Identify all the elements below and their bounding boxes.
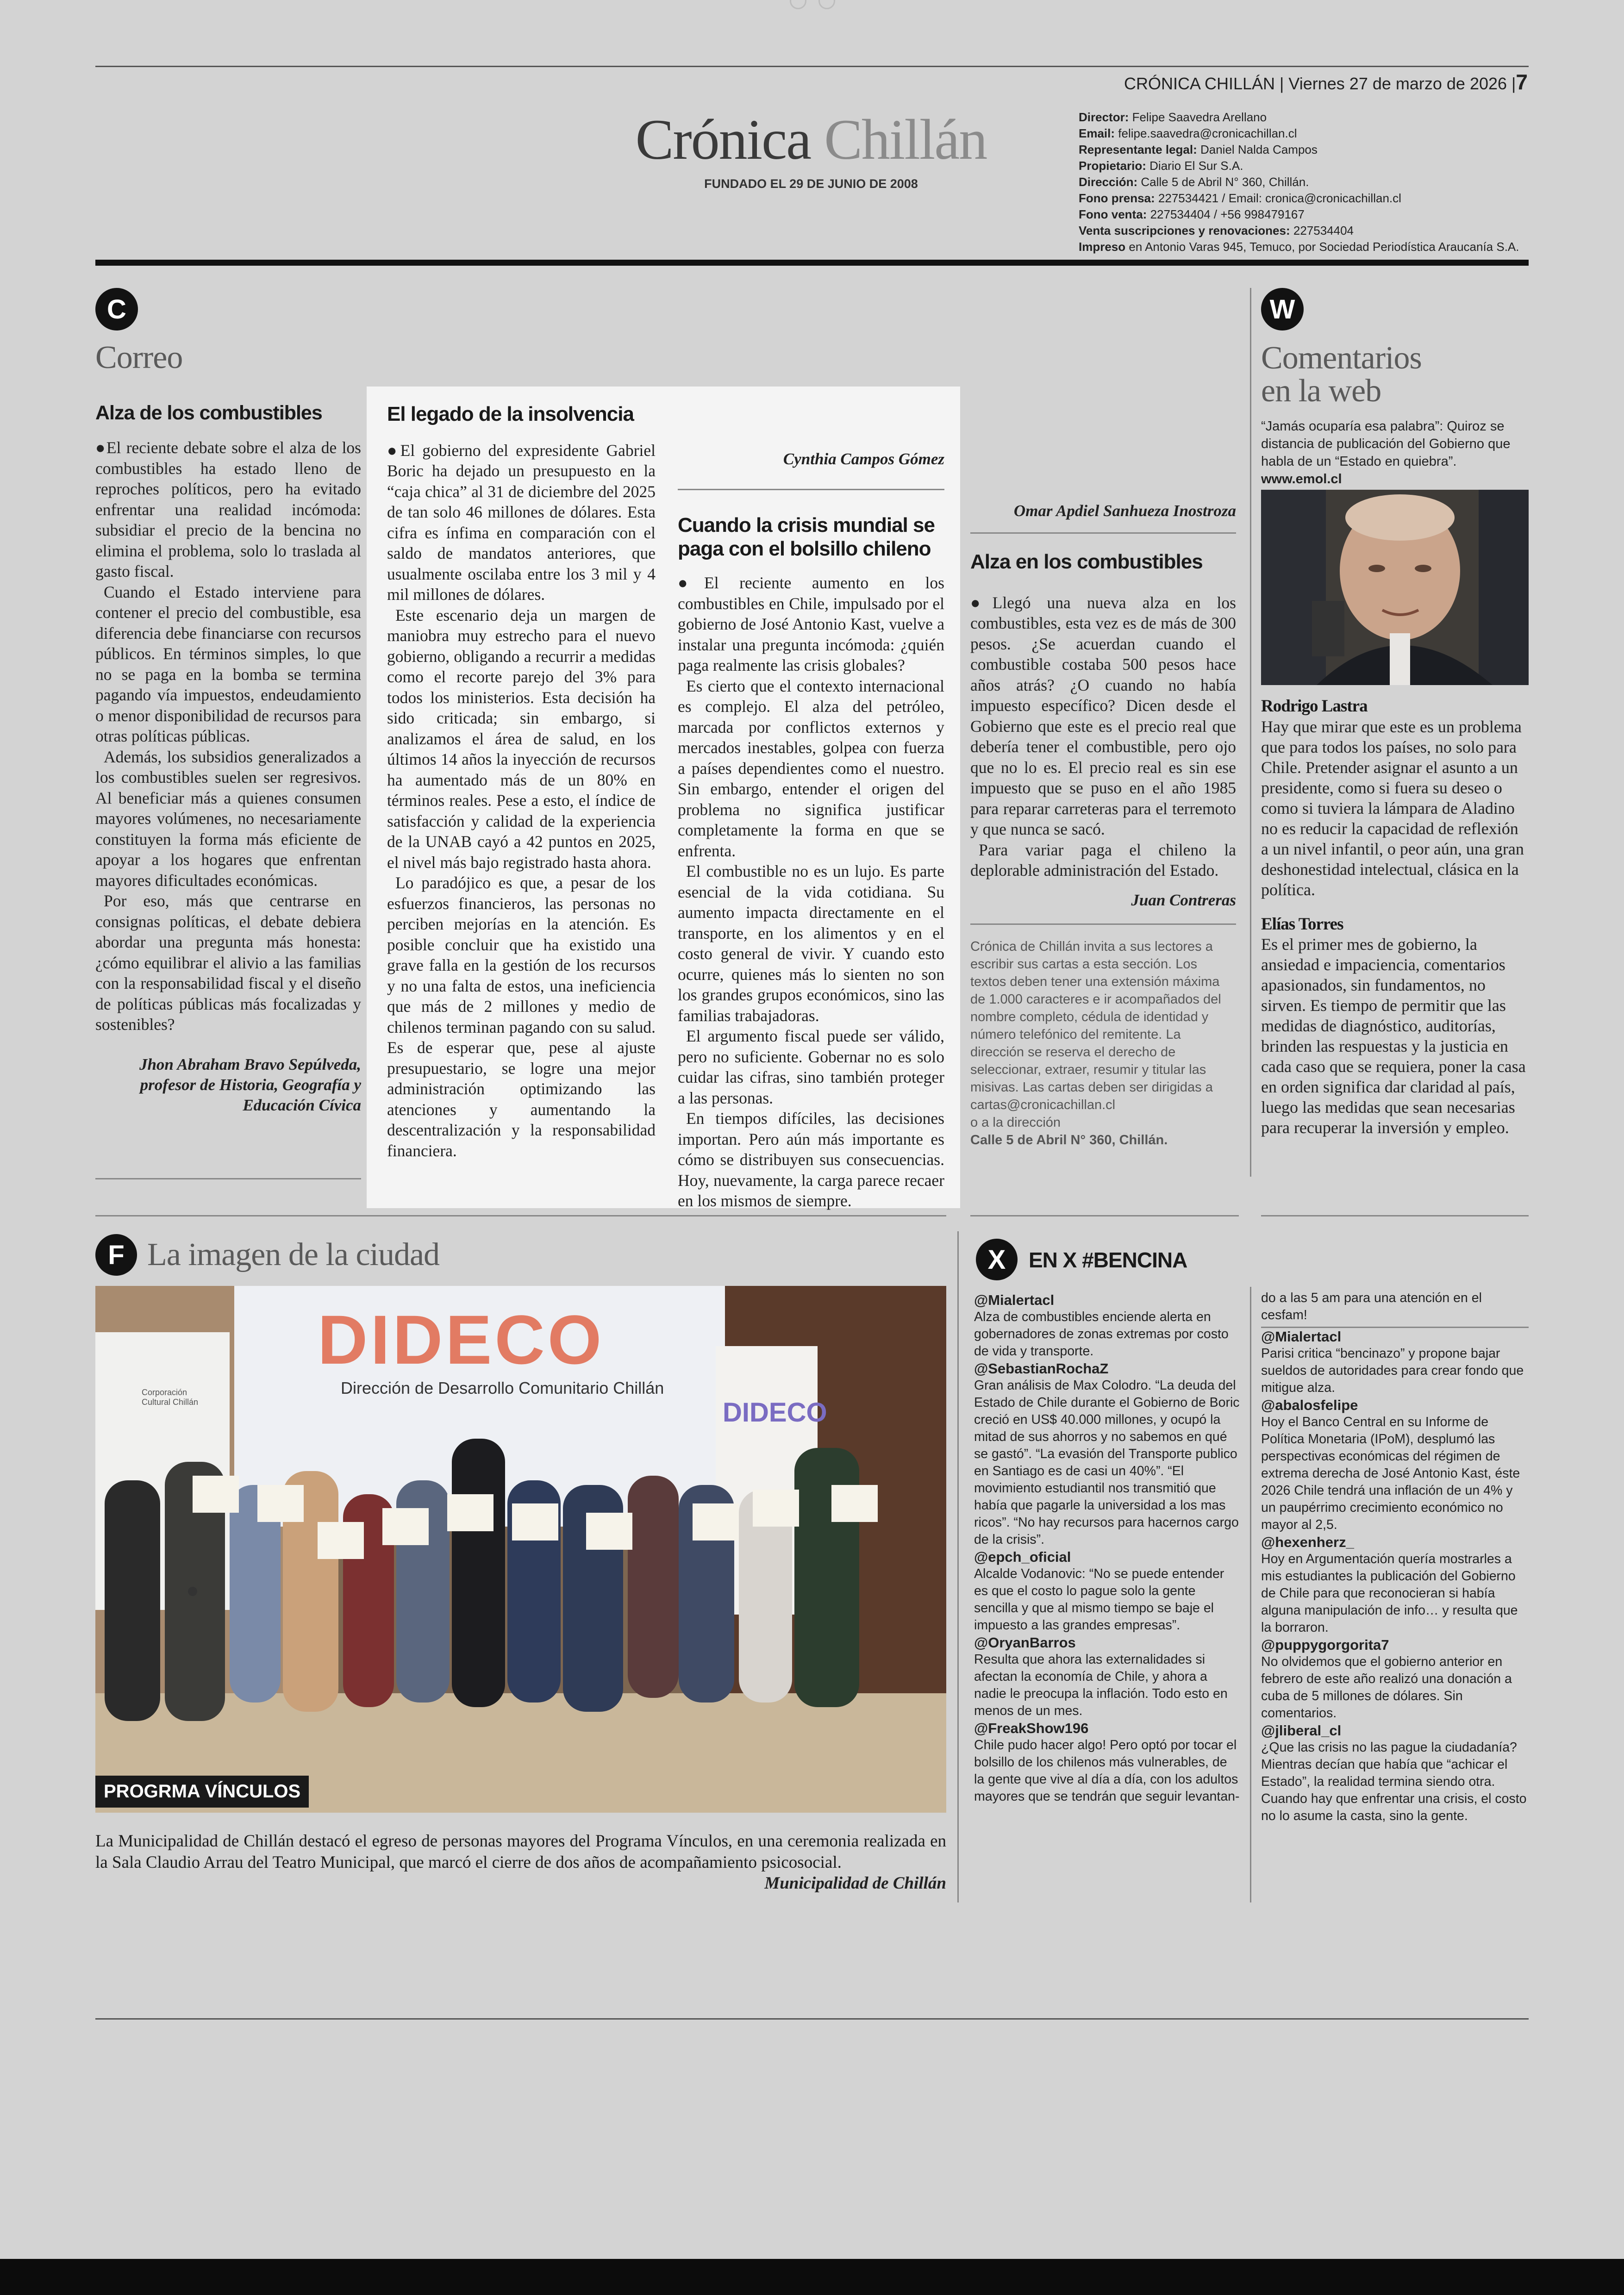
dideco-logo: DIDECO (318, 1301, 605, 1378)
x-handle[interactable]: @jliberal_cl (1261, 1722, 1342, 1739)
x-post (974, 1720, 1240, 1805)
divider (970, 1215, 1239, 1216)
section-title-web: Comentarios en la web (1261, 340, 1422, 409)
x-post (1261, 1636, 1529, 1722)
comment-author: Rodrigo Lastra (1261, 697, 1368, 716)
x-handle[interactable]: @abalosfelipe (1261, 1397, 1358, 1413)
section-title-correo: Correo (95, 340, 183, 375)
comment-1 (1261, 697, 1529, 900)
divider (678, 489, 944, 490)
scroll-indicator (787, 0, 838, 15)
letter-1-body (95, 437, 361, 1035)
column-divider (1250, 1287, 1251, 1902)
paragraph: ●El reciente debate sobre el alza de los combustibles ha estado lleno de reproches políticos, pero ha evitado enfrentar una realidad incómoda: subsidiar el precio de la bencina no elimina el problema, solo lo traslada al gasto fiscal. (95, 438, 361, 581)
divider (970, 532, 1236, 534)
divider (1261, 1215, 1529, 1216)
photo-label: PROGRMA VÍNCULOS (95, 1776, 309, 1808)
footer-bar (0, 2259, 1624, 2295)
staff-line: Email: felipe.saavedra@cronicachillan.cl (1079, 126, 1297, 140)
x-handle[interactable]: @Mialertacl (1261, 1327, 1529, 1345)
paragraph: El combustible no es un lujo. Es parte esencial de la vida cotidiana. Su aumento impacta directamente en el transporte, en los alimentos y en el costo general de vivir. Y cuando esto ocurre, quienes más lo sienten no son los grandes grupos económicos, sino las familias trabajadoras. (678, 862, 944, 1025)
paragraph: En tiempos difíciles, las decisiones importan. Pero aún más importante es cómo se distribuyen sus consecuencias. Hoy, nuevamente, la carga parece recaer en los mismos de siempre. (678, 1109, 944, 1210)
emol-link[interactable]: www.emol.cl (1261, 472, 1342, 486)
photo-credit: Municipalidad de Chillán (764, 1874, 946, 1893)
letter-2-signature: Cynthia Campos Gómez (783, 450, 944, 468)
paragraph: El argumento fiscal puede ser válido, pero no suficiente. Gobernar no es solo cuidar las cifras, sino también proteger a las personas. (678, 1027, 944, 1107)
paragraph: ●El gobierno del expresidente Gabriel Boric ha dejado un presupuesto en la “caja chica” al 31 de diciembre del 2025 de tan solo 46 millones de dólares. Esta cifra es ínfima en comparación con el saldo de mandatos anteriores, que usualmente oscilaba entre los 3 mil y 4 mil millones de dólares. (387, 441, 656, 604)
x-posts-col2 (1261, 1290, 1529, 1825)
x-post-text: ¿Que las crisis no las pague la ciudadanía? Mientras decían que había que “achicar el Estado”, la realidad termina siendo otra. Cuando hay que enfrentar una crisis, el costo no lo asume la casta, sino la gente. (1261, 1740, 1527, 1823)
web-comments (1261, 697, 1529, 1138)
divider (95, 1215, 946, 1216)
x-post-text: Chile pudo hacer algo! Pero optó por tocar el bolsillo de los chilenos más vulnerables, de la gente que vive al día a día, con los adultos mayores que se tendrán que seguir levantan- (974, 1738, 1240, 1804)
photo-caption: La Municipalidad de Chillán destacó el egreso de personas mayores del Programa Vínculos, en una ceremonia realizada en la Sala Claudio Arrau del Teatro Municipal, que marcó el cierre de dos años de acompañamiento psicosocial. Municipalidad de Chillán (95, 1832, 946, 1893)
scroll-dot-icon (818, 0, 835, 9)
x-handle[interactable]: @SebastianRochaZ (974, 1360, 1109, 1377)
divider (95, 1178, 361, 1179)
x-post-text: Alza de combustibles enciende alerta en gobernadores de zonas extremas por costo de vida y transporte. (974, 1310, 1229, 1359)
letter-2 (387, 403, 656, 1161)
x-post-text: Alcalde Vodanovic: “No se puede entender es que el costo lo pague solo la gente sencilla y que al mismo tiempo se baje el impuesto a las grandes empresas”. (974, 1566, 1224, 1633)
letter-3-body (678, 573, 944, 1211)
ceremony-photo (95, 1286, 946, 1813)
staff-line: Director: Felipe Saavedra Arellano (1079, 110, 1267, 124)
x-post-text: Parisi critica “bencinazo” y propone bajar sueldos de autoridades para crear fondo que mitigue alza. (1261, 1346, 1524, 1395)
masthead-founded: FUNDADO EL 29 DE JUNIO DE 2008 (704, 177, 918, 191)
x-post-continuation: do a las 5 am para una atención en el cesfam! (1261, 1291, 1482, 1322)
x-post (1261, 1397, 1529, 1534)
x-post (1261, 1534, 1529, 1636)
letter-4-title: Alza en los combustibles (970, 550, 1203, 573)
dideco-logo-small: DIDECO (723, 1397, 827, 1428)
letter-2-body (387, 440, 656, 1161)
paragraph: Es cierto que el contexto internacional es complejo. El alza del petróleo, marcada por conflictos externos y mercados inestables, golpea con fuerza a países dependientes como el nuestro. Sin embargo, entender el origen del problema no significa justificar completamente la forma en que se enfrenta. (678, 676, 944, 860)
paragraph: Además, los subsidios generalizados a los combustibles suelen ser regresivos. Al beneficiar más a quienes consumen mayores volúmenes, no necesariamente constituyen la forma más eficiente de apoyar a los hogares que enfrentan mayores dificultades económicas. (95, 747, 361, 890)
scroll-dot-icon (790, 0, 806, 9)
staff-line: Dirección: Calle 5 de Abril N° 360, Chillán. (1079, 175, 1309, 189)
web-badge: W (1261, 288, 1304, 331)
x-handle[interactable]: @epch_oficial (974, 1549, 1071, 1565)
web-intro: “Jamás ocuparía esa palabra”: Quiroz se distancia de publicación del Gobierno que habla de un “Estado en quiebra”. www.emol.cl (1261, 419, 1511, 486)
staff-line: Fono venta: 227534404 / +56 998479167 (1079, 207, 1305, 221)
top-rule (95, 66, 1529, 67)
paragraph: Este escenario deja un margen de maniobra muy estrecho para el nuevo gobierno, obligando a recurrir a medidas como el recorte parejo del 3% para todos los ministerios. Esta decisión ha sido criticada; sin embargo, si analizamos el área de salud, en los últimos 14 años la inyección de recursos ha aumentado más de un 80% en términos reales. Pese a esto, el índice de satisfacción y calidad de la experiencia de la UNAB cayó a 42 puntos en 2025, el nivel más bajo registrado hasta ahora. (387, 605, 656, 872)
letter-3-title: Cuando la crisis mundial se paga con el bolsillo chileno (678, 514, 935, 560)
staff-line: Venta suscripciones y renovaciones: 227534404 (1079, 224, 1354, 237)
divider (970, 923, 1236, 925)
web-photo (1261, 490, 1529, 685)
x-post (974, 1634, 1240, 1720)
x-handle[interactable]: @FreakShow196 (974, 1720, 1089, 1736)
letter-2-title: El legado de la insolvencia (387, 403, 634, 425)
politician-portrait (1261, 490, 1529, 685)
column-divider (957, 1231, 959, 1902)
x-handle[interactable]: @OryanBarros (974, 1634, 1076, 1651)
corporation-sign: Corporación Cultural Chillán (142, 1388, 199, 1407)
comment-text: Es el primer mes de gobierno, la ansiedad e impaciencia, comentarios apasionados, sin fundamentos, no sirven. Es tiempo de permitir que las medidas de diagnóstico, auditorías, brinden las respuestas y la justicia en cada caso que se requiera, poner la casa en orden significa dar claridad al país, luego las medidas que sean necesarias para recuperar la inversión y empleo. (1261, 935, 1526, 1137)
photo-banner-text: Dirección de Desarrollo Comunitario Chillán (341, 1378, 664, 1397)
imagen-badge: F (95, 1234, 137, 1276)
staff-line: Impreso en Antonio Varas 945, Temuco, por Sociedad Periodística Araucanía S.A. (1079, 240, 1519, 254)
bottom-rule (95, 2018, 1529, 2020)
letter-3 (678, 514, 944, 1211)
x-handle[interactable]: @hexenherz_ (1261, 1534, 1354, 1550)
header-bar (95, 260, 1529, 266)
letter-1-title: Alza de los combustibles (95, 402, 322, 424)
x-section-title: EN X #BENCINA (1029, 1248, 1187, 1272)
letter-4-signature: Juan Contreras (1131, 891, 1236, 909)
paragraph: Por eso, más que centrarse en consignas políticas, el debate debiera abordar una pregunta más honesta: ¿cómo equilibrar el alivio a las familias con la responsabilidad fiscal y el diseño de políticas públicas más focalizadas y sostenibles? (95, 892, 361, 1034)
x-handle[interactable]: @puppygorgorita7 (1261, 1637, 1389, 1653)
page-number: 7 (1516, 70, 1528, 94)
letters-invitation: Crónica de Chillán invita a sus lectores a escribir sus cartas a esta sección. Los textos deben tener una extensión máxima de 1.000 caracteres e ir acompañados del nombre completo, cédula de identidad y número telefónico del remitente. La dirección se reserva el derecho de seleccionar, extraer, resumir y titular las misivas. Las cartas deben ser dirigidas a cartas@cronicachillan.cl o a la dirección Calle 5 de Abril N° 360, Chillán. (970, 939, 1221, 1148)
paragraph: ●El reciente aumento en los combustibles en Chile, impulsado por el gobierno de José Antonio Kast, vuelve a instalar una pregunta incómoda: ¿quién paga realmente las crisis globales? (678, 574, 944, 675)
x-post-text: Hoy en Argumentación quería mostrarles a mis estudiantes la publicación del Gobierno de Chile para que reconocieran si había alguna manipulación de info… y resulta que la borraron. (1261, 1552, 1518, 1635)
staff-line: Representante legal: Daniel Nalda Campos (1079, 143, 1318, 156)
x-post-text: No olvidemos que el gobierno anterior en febrero de este año realizó una donación a cuba de 5 millones de dólares. Sin comentarios. (1261, 1654, 1512, 1721)
paragraph: Lo paradójico es que, a pesar de los esfuerzos financieros, las personas no perciben mejorías en la atención. Es posible concluir que ha existido una grave falla en la gestión de los recursos y no una falta de estos, una ineficiencia que más de 2 millones y medio de chilenos terminan pagando con su salud. Es de esperar que, pese al ajuste presupuestario, se logre una mejor administración optimizando las atenciones y aumentando la descentralización y la responsabilidad financiera. (387, 873, 656, 1160)
x-post (974, 1360, 1240, 1548)
x-post (974, 1291, 1240, 1360)
comment-text: Hay que mirar que este es un problema que para todos los países, no solo para Chile. Pretender asignar el asunto a un presidente, como si fuera su deseo o como si tuviera la lámpara de Aladino no es reducir la capacidad de reflexión a un nivel infantil, o peor aún, una gran deshonestidad intelectual, clásica en la política. (1261, 717, 1524, 899)
masthead (631, 108, 992, 191)
paragraph: Cuando el Estado interviene para contener el precio del combustible, esa diferencia debe financiarse con recursos públicos. En términos simples, lo que no se paga en la bomba se termina pagando vía impuestos, endeudamiento o menor disponibilidad de recursos para otras políticas públicas. (95, 582, 361, 746)
x-post-text: Resulta que ahora las externalidades si afectan la economía de Chile, y ahora a nadie le preocupa la inflación. Todo esto en menos de un mes. (974, 1652, 1228, 1718)
letters-address: Calle 5 de Abril N° 360, Chillán. (970, 1132, 1168, 1148)
staff-line: Fono prensa: 227534421 / Email: cronica@cronicachillan.cl (1079, 191, 1401, 205)
x-badge: X (976, 1239, 1018, 1280)
page-folio: CRÓNICA CHILLÁN | Viernes 27 de marzo de 2026 |7 (1124, 70, 1528, 94)
comment-author: Elías Torres (1261, 914, 1343, 934)
letter-4-body (970, 592, 1236, 881)
x-post (1261, 1722, 1529, 1825)
letter-3-signature: Omar Apdiel Sanhueza Inostroza (1013, 502, 1236, 520)
staff-line: Propietario: Diario El Sur S.A. (1079, 159, 1243, 173)
masthead-title: Crónica Chillán (635, 108, 987, 171)
letter-1 (95, 402, 361, 1116)
paragraph: Para variar paga el chileno la deplorable administración del Estado. (970, 840, 1236, 880)
x-post-text: Hoy el Banco Central en su Informe de Política Monetaria (IPoM), desplumó las perspectivas económicas del régimen de extrema derecha de José Antonio Kast, éste 2026 Chile tendrá una inflación de un 4% y un paupérrimo crecimiento económico no mayor al 2,5. (1261, 1415, 1520, 1532)
column-divider (1250, 288, 1251, 1177)
section-title-imagen: La imagen de la ciudad (147, 1237, 440, 1272)
x-handle[interactable]: @Mialertacl (974, 1292, 1055, 1308)
staff-box (1079, 109, 1542, 255)
letter-1-signature: Jhon Abraham Bravo Sepúlveda, profesor de Historia, Geografía y Educación Cívica (139, 1055, 361, 1114)
x-post-text: Gran análisis de Max Colodro. “La deuda del Estado de Chile durante el Gobierno de Boric creció en US$ 40.000 millones, y ocupó la mitad de sus ahorros y no sabemos en qué se gastó”. “La evasión del Transporte publico en Santiago es de casi un 40%”. “El movimiento estudiantil nos transmitió que había que pagarle la universidad a los mas ricos”. “No hay recursos para hacernos cargo de la crisis”. (974, 1378, 1240, 1547)
x-post (1261, 1327, 1529, 1397)
letters-email-link[interactable]: cartas@cronicachillan.cl (970, 1097, 1116, 1112)
x-post (974, 1548, 1240, 1634)
letter-4-column (970, 403, 1236, 1149)
correo-badge: C (95, 288, 138, 331)
paragraph: ●Llegó una nueva alza en los combustibles, esta vez es de más de 300 pesos. ¿Se acuerdan cuando el combustible costaba 500 pesos hace años atrás? ¿O cuando no había impuesto específico? Dicen desde el Gobierno que este es el precio real que debería tener el combustible, pero ojo que no lo es. El precio real es sin ese impuesto que se puso en el año 1985 para reparar carreteras para el terremoto y que nunca se sacó. (970, 593, 1236, 839)
comment-2 (1261, 915, 1529, 1138)
x-posts-col1 (974, 1291, 1240, 1805)
